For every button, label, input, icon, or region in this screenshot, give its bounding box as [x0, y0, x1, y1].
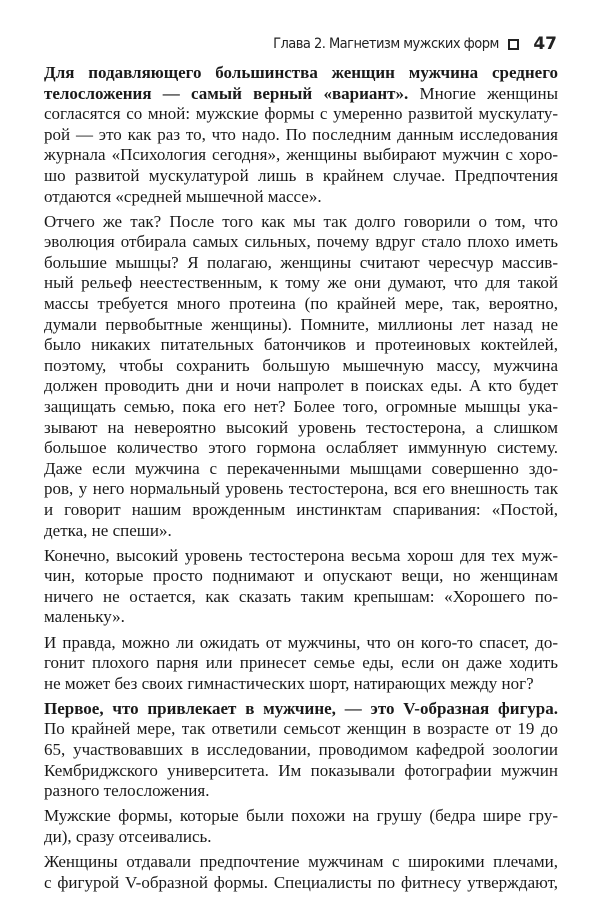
body-text: Многие женщины [408, 83, 558, 103]
body-text: согласятся со мной: мужские формы с умеренно развитой мускулату- [44, 104, 558, 124]
text-line [44, 587, 558, 608]
text-line [44, 500, 558, 521]
paragraph [44, 699, 558, 802]
text-line [44, 335, 558, 356]
text-line [44, 607, 558, 628]
text-line [44, 84, 558, 105]
body-text: Даже если мужчина с перекаченными мышцами совершенно здо- [44, 458, 558, 478]
body-text: ров, у него нормальный уровень тестостерона, вся его внешность так [44, 479, 558, 499]
text-line [44, 781, 558, 802]
bold-text: Для подавляющего большинства женщин мужчина среднего [44, 63, 558, 82]
body-text: массы требуется много протеина (по крайней мере, так, вероятно, [44, 294, 558, 314]
body-text: зывают на невероятно высокий уровень тестостерона, а слишком [44, 417, 558, 437]
text-line [44, 212, 558, 233]
text-line [44, 356, 558, 377]
paragraph [44, 633, 558, 695]
text-line [44, 418, 558, 439]
text-line [44, 479, 558, 500]
body-text: эволюция отбирала самых сильных, почему вдруг стало плохо иметь [44, 232, 558, 252]
paragraph [44, 63, 558, 207]
text-line [44, 761, 558, 782]
body-text: детка, не спеши». [44, 520, 172, 540]
text-line [44, 653, 558, 674]
text-line [44, 827, 558, 848]
paragraph [44, 546, 558, 628]
chapter-title: Глава 2. Магнетизм мужских форм [272, 36, 499, 52]
text-line [44, 253, 558, 274]
text-line [44, 166, 558, 187]
body-text: Мужские формы, которые были похожи на грушу (бедра шире гру- [44, 806, 558, 826]
body-text: Кембриджского университета. Им показывали фотографии мужчин [44, 760, 558, 780]
body-text: не может без своих гимнастических шорт, натирающих между ног? [44, 673, 534, 693]
bold-text: Первое, что привлекает в мужчине, — это V-образная фигура. [44, 698, 558, 718]
text-line [44, 294, 558, 315]
body-text: гонит плохого парня или принесет семье еды, если он даже ходить [44, 653, 558, 673]
paragraph [44, 806, 558, 847]
text-line [44, 125, 558, 146]
text-line [44, 459, 558, 480]
paragraph [44, 212, 558, 542]
text-line [44, 273, 558, 294]
text-line [44, 187, 558, 208]
text-line [44, 566, 558, 587]
running-header [248, 34, 557, 54]
body-text: было никаких питательных батончиков и протеиновых коктейлей, [44, 335, 558, 355]
body-text: и говорит нашим врожденным инстинктам спаривания: «Постой, [44, 499, 558, 519]
body-text: поэтому, чтобы сохранить большую мышечную массу, мужчина [44, 355, 558, 375]
paragraph [44, 852, 558, 893]
body-text: Отчего же так? После того как мы так долго говорили о том, что [44, 211, 558, 231]
body-text: думали первобытные женщины). Помните, миллионы лет назад не [44, 314, 558, 334]
body-text: 65, участвовавших в исследовании, проводимом кафедрой зоологии [44, 740, 558, 759]
body-text: ничего не остается, как сказать таким крепышам: «Хорошего по- [44, 586, 558, 606]
body-text: маленьку». [44, 607, 125, 627]
text-line [44, 438, 558, 459]
text-line [44, 145, 558, 166]
text-line [44, 63, 558, 84]
body-text: разного телосложения. [44, 781, 210, 801]
body-text: большое количество этого гормона ослабляет иммунную систему. [44, 438, 558, 458]
body-text: шо развитой мускулатурой лишь в крайнем случае. Предпочтения [44, 165, 558, 185]
body-text: рой — это как раз то, что надо. По последним данным исследования [44, 124, 558, 144]
text-line [44, 546, 558, 567]
body-text: большие мышцы? Я полагаю, женщины считают чересчур массив- [44, 252, 558, 272]
body-text: ди), сразу отсеивались. [44, 826, 212, 846]
body-text: журнала «Психология сегодня», женщины выбирают мужчин с хоро- [44, 145, 558, 165]
text-line [44, 232, 558, 253]
text-line [44, 699, 558, 720]
square-bullet-icon [508, 39, 519, 50]
body-text: должен проводить дни и ночи напролет в поисках еды. А кто будет [44, 376, 558, 396]
body-text: И правда, можно ли ожидать от мужчины, что он кого-то спасет, до- [44, 632, 558, 652]
body-text: чин, которые просто поднимают и опускают вещи, но женщинам [44, 566, 558, 586]
text-line [44, 740, 558, 761]
text-line [44, 633, 558, 654]
bold-text: телосложения — самый верный «вариант». [44, 83, 409, 103]
text-line [44, 806, 558, 827]
body-text: Конечно, высокий уровень тестостерона весьма хорош для тех муж- [44, 545, 558, 565]
text-line [44, 104, 558, 125]
text-line [44, 852, 558, 873]
text-line [44, 873, 558, 894]
body-text: отдаются «средней мышечной массе». [44, 186, 322, 206]
page-number: 47 [533, 34, 557, 54]
text-line [44, 719, 558, 740]
body-text: Женщины отдавали предпочтение мужчинам с широкими плечами, [44, 851, 558, 871]
page-body [44, 63, 558, 898]
body-text: По крайней мере, так ответили семьсот женщин в возрасте от 19 до [44, 719, 558, 739]
text-line [44, 521, 558, 542]
text-line [44, 397, 558, 418]
body-text: защищать семью, пока его нет? Более того, огромные мышцы ука- [44, 397, 558, 416]
text-line [44, 674, 558, 695]
text-line [44, 315, 558, 336]
body-text: с фигурой V-образной формы. Специалисты по фитнесу утверждают, [44, 872, 558, 892]
body-text: ный рельеф неестественным, к тому же они думают, что для такой [44, 273, 558, 293]
text-line [44, 376, 558, 397]
